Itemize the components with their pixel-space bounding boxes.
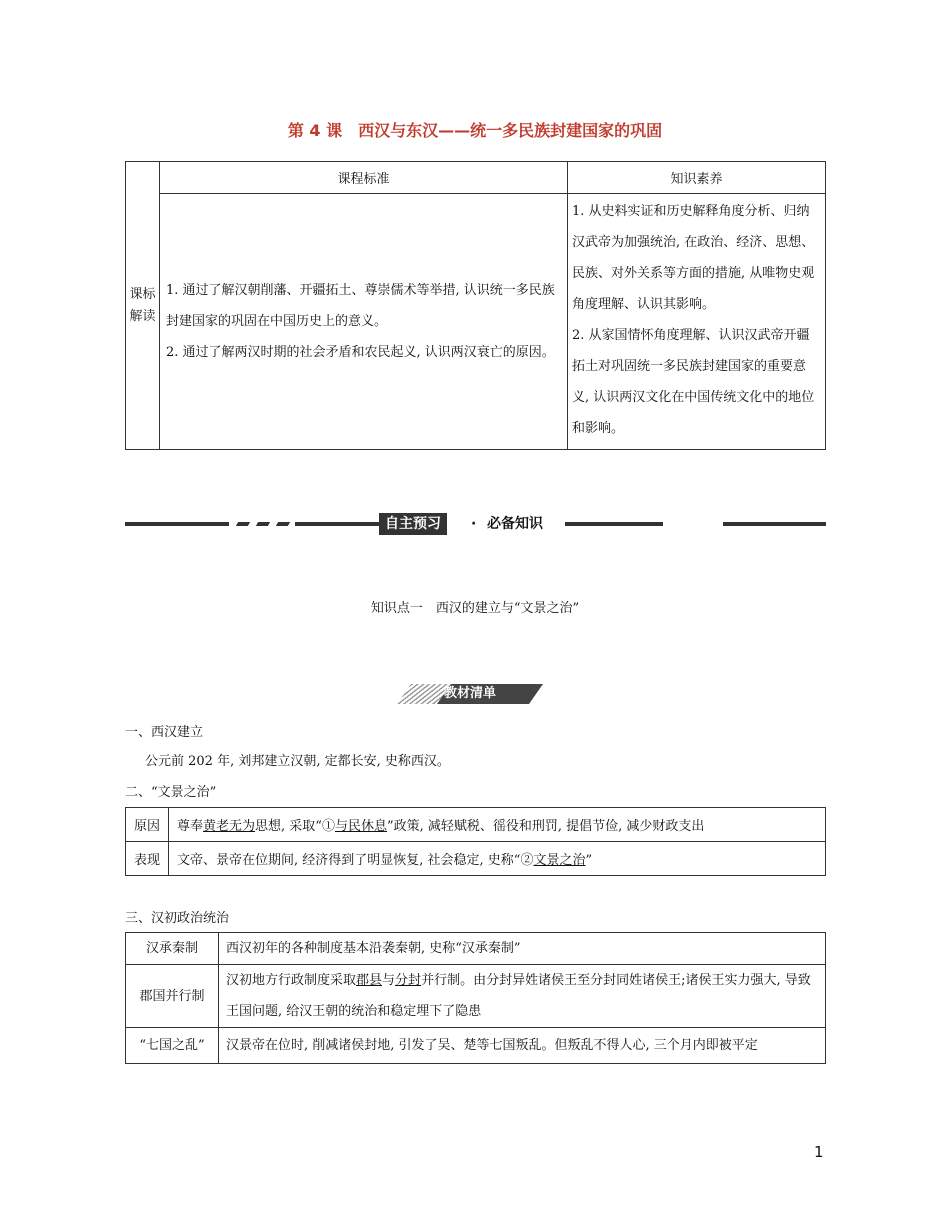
politics-table <box>125 932 826 1064</box>
col-header-literacy: 知识素养 <box>568 162 826 194</box>
banner-dot: · <box>471 516 477 532</box>
text-fragment: 汉初地方行政制度采取 <box>226 973 357 988</box>
answer-blank: 黄老无为 <box>203 819 256 834</box>
side-label-1: 课标 <box>129 286 156 302</box>
text-fragment: ” <box>585 853 593 868</box>
text-fragment: 文帝、景帝在位期间, 经济得到了明显恢复, 社会稳定, 史称“② <box>177 853 534 868</box>
literacy-2: 2. 从家国情怀角度理解、认识汉武帝开疆拓土对巩固统一多民族封建国家的重要意义, 认识两汉文化在中国传统文化中的地位和影响。 <box>572 328 815 436</box>
literacy-1: 1. 从史料实证和历史解释角度分析、归纳汉武帝为加强统治, 在政治、经济、思想、民族、对外关系等方面的措施, 从唯物史观角度理解、认识其影响。 <box>572 204 815 312</box>
textbook-list-tag <box>404 684 546 704</box>
text-fragment: 尊奉 <box>177 819 204 834</box>
section1-text: 公元前 202 年, 刘邦建立汉朝, 定都长安, 史称西汉。 <box>145 754 450 769</box>
knowledge-point-title: 知识点一 西汉的建立与“文景之治” <box>370 601 580 616</box>
banner-dash <box>236 522 250 526</box>
row-key: 郡国并行制 <box>126 965 219 1028</box>
row-value: 汉景帝在位时, 削减诸侯封地, 引发了吴、楚等七国叛乱。但叛乱不得人心, 三个月内即被平定 <box>219 1028 826 1064</box>
banner-badge: 自主预习 <box>379 513 447 535</box>
col-header-standards: 课程标准 <box>160 162 568 194</box>
standards-side-label <box>126 162 160 450</box>
banner-subtitle: 必备知识 <box>487 516 543 532</box>
banner-line-left <box>125 522 229 526</box>
text-fragment: 并行制。由分封异姓诸侯王至分封同姓诸侯王;诸侯王实力强大, 导致王国问题, 给汉王朝的统治和稳定埋下了隐患 <box>226 973 811 1019</box>
section-banner <box>125 513 826 535</box>
standards-content <box>160 194 568 450</box>
answer-blank: 分封 <box>395 973 422 988</box>
table-row <box>126 808 826 842</box>
row-value <box>219 965 826 1028</box>
table-row <box>126 842 826 876</box>
standard-2: 2. 通过了解两汉时期的社会矛盾和农民起义, 认识两汉衰亡的原因。 <box>166 345 555 360</box>
table-row <box>126 933 826 965</box>
banner-line-far-right <box>723 522 826 526</box>
section3-heading: 三、汉初政治统治 <box>125 911 230 926</box>
row-key: 汉承秦制 <box>126 933 219 965</box>
side-label-2: 解读 <box>129 308 156 324</box>
section1-heading: 一、西汉建立 <box>125 725 204 740</box>
section2-heading: 二、“文景之治” <box>125 785 217 800</box>
row-key: “七国之乱” <box>126 1028 219 1064</box>
tag-label: 教材清单 <box>444 686 497 701</box>
banner-line-mid <box>295 522 379 526</box>
text-fragment: ”政策, 减轻赋税、徭役和刑罚, 提倡节俭, 减少财政支出 <box>386 819 705 834</box>
standards-table <box>125 161 826 450</box>
banner-line-right <box>565 522 663 526</box>
page-number: 1 <box>814 1143 824 1161</box>
answer-blank: 与民休息 <box>334 819 387 834</box>
text-fragment: 思想, 采取“① <box>255 819 335 834</box>
table-row <box>126 1028 826 1064</box>
lesson-title: 第 4 课 西汉与东汉——统一多民族封建国家的巩固 <box>287 121 663 140</box>
literacy-content <box>568 194 826 450</box>
standard-1: 1. 通过了解汉朝削藩、开疆拓土、尊崇儒术等举措, 认识统一多民族封建国家的巩固在中国历史上的意义。 <box>166 283 555 329</box>
row-value <box>169 808 826 842</box>
banner-dash <box>276 522 290 526</box>
answer-blank: 郡县 <box>356 973 383 988</box>
answer-blank: 文景之治 <box>533 853 586 868</box>
row-value: 西汉初年的各种制度基本沿袭秦朝, 史称“汉承秦制” <box>219 933 826 965</box>
wenjing-table <box>125 807 826 876</box>
text-fragment: 与 <box>382 973 396 988</box>
row-key: 表现 <box>126 842 169 876</box>
row-value <box>169 842 826 876</box>
row-key: 原因 <box>126 808 169 842</box>
table-row <box>126 965 826 1028</box>
banner-dash <box>256 522 270 526</box>
